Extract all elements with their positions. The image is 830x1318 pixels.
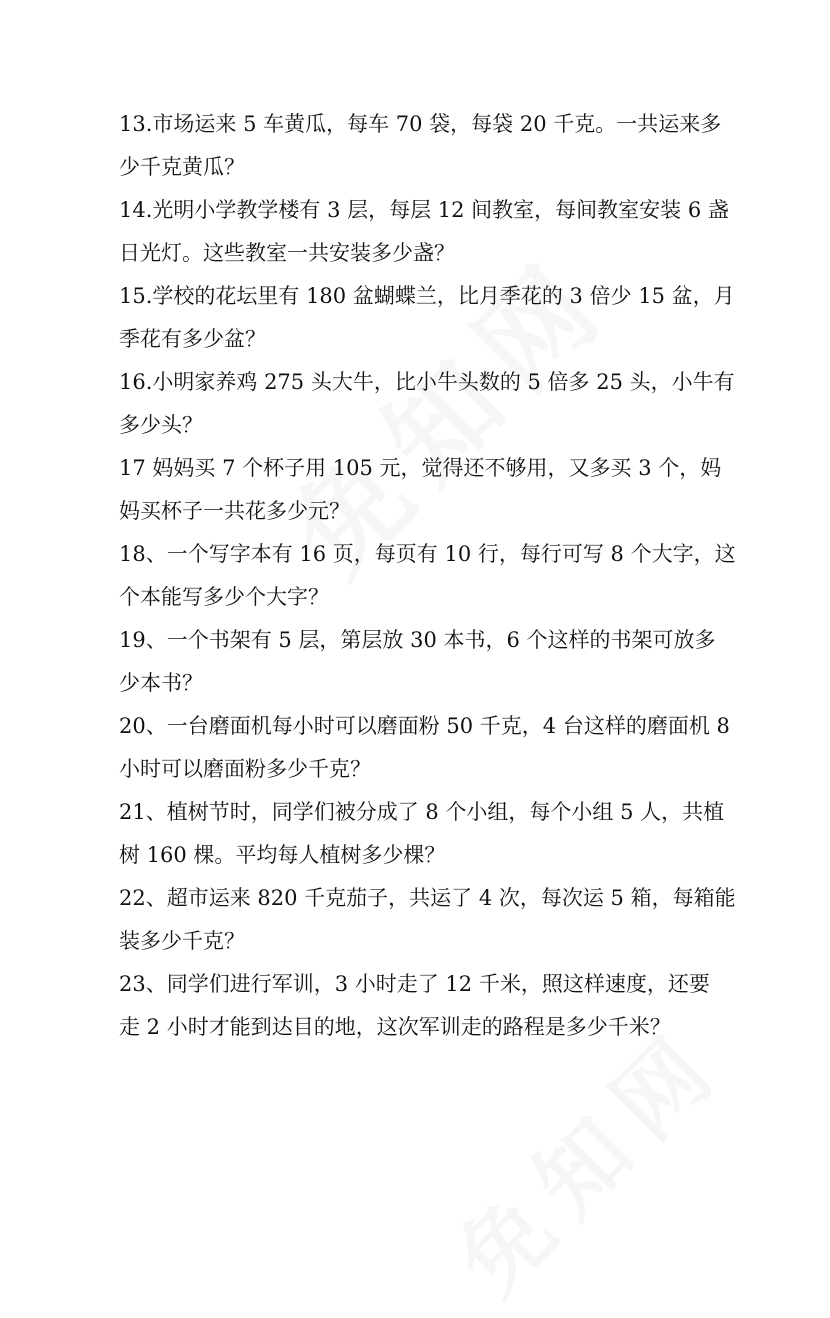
question-line: 个本能写多少个大字？: [119, 585, 329, 609]
question-17: [119, 447, 722, 533]
question-line: 13.市场运来 5 车黄瓜，每车 70 袋，每袋 20 千克。一共运来多: [119, 112, 722, 136]
question-16: [119, 361, 735, 447]
question-line: 日光灯。这些教室一共安装多少盏？: [119, 241, 455, 265]
question-13: [119, 103, 722, 189]
question-line: 21、植树节时，同学们被分成了 8 个小组，每个小组 5 人，共植: [119, 800, 725, 824]
question-18: [119, 533, 736, 619]
question-22: [119, 877, 736, 963]
question-line: 18、一个写字本有 16 页，每页有 10 行，每行可写 8 个大字，这: [119, 542, 736, 566]
question-line: 17 妈妈买 7 个杯子用 105 元，觉得还不够用，又多买 3 个，妈: [119, 456, 722, 480]
question-line: 19、一个书架有 5 层，第层放 30 本书，6 个这样的书架可放多: [119, 628, 716, 652]
question-line: 妈买杯子一共花多少元？: [119, 499, 350, 523]
question-line: 23、同学们进行军训，3 小时走了 12 千米，照这样速度，还要: [119, 972, 710, 996]
question-line: 走 2 小时才能到达目的地，这次军训走的路程是多少千米？: [119, 1015, 671, 1039]
question-line: 树 160 棵。平均每人植树多少棵？: [119, 843, 446, 867]
question-15: [119, 275, 735, 361]
question-list: [119, 103, 736, 1049]
question-line: 14.光明小学教学楼有 3 层，每层 12 间教室，每间教室安装 6 盏: [119, 198, 729, 222]
question-line: 多少头？: [119, 413, 203, 437]
question-19: [119, 619, 719, 705]
question-line: 15.学校的花坛里有 180 盆蝴蝶兰，比月季花的 3 倍少 15 盆，月: [119, 284, 735, 308]
question-23: [119, 963, 719, 1049]
question-14: [119, 189, 729, 275]
question-line: 少千克黄瓜？: [119, 155, 245, 179]
question-line: 少本书？: [119, 671, 203, 695]
question-line: 20、一台磨面机每小时可以磨面粉 50 千克，4 台这样的磨面机 8: [119, 714, 730, 738]
question-line: 小时可以磨面粉多少千克？: [119, 757, 371, 781]
question-line: 22、超市运来 820 千克茄子，共运了 4 次，每次运 5 箱，每箱能: [119, 886, 736, 910]
question-20: [119, 705, 730, 791]
question-line: 装多少千克？: [119, 929, 245, 953]
question-21: [119, 791, 725, 877]
question-line: 季花有多少盆？: [119, 327, 266, 351]
question-line: 16.小明家养鸡 275 头大牛，比小牛头数的 5 倍多 25 头，小牛有: [119, 370, 735, 394]
